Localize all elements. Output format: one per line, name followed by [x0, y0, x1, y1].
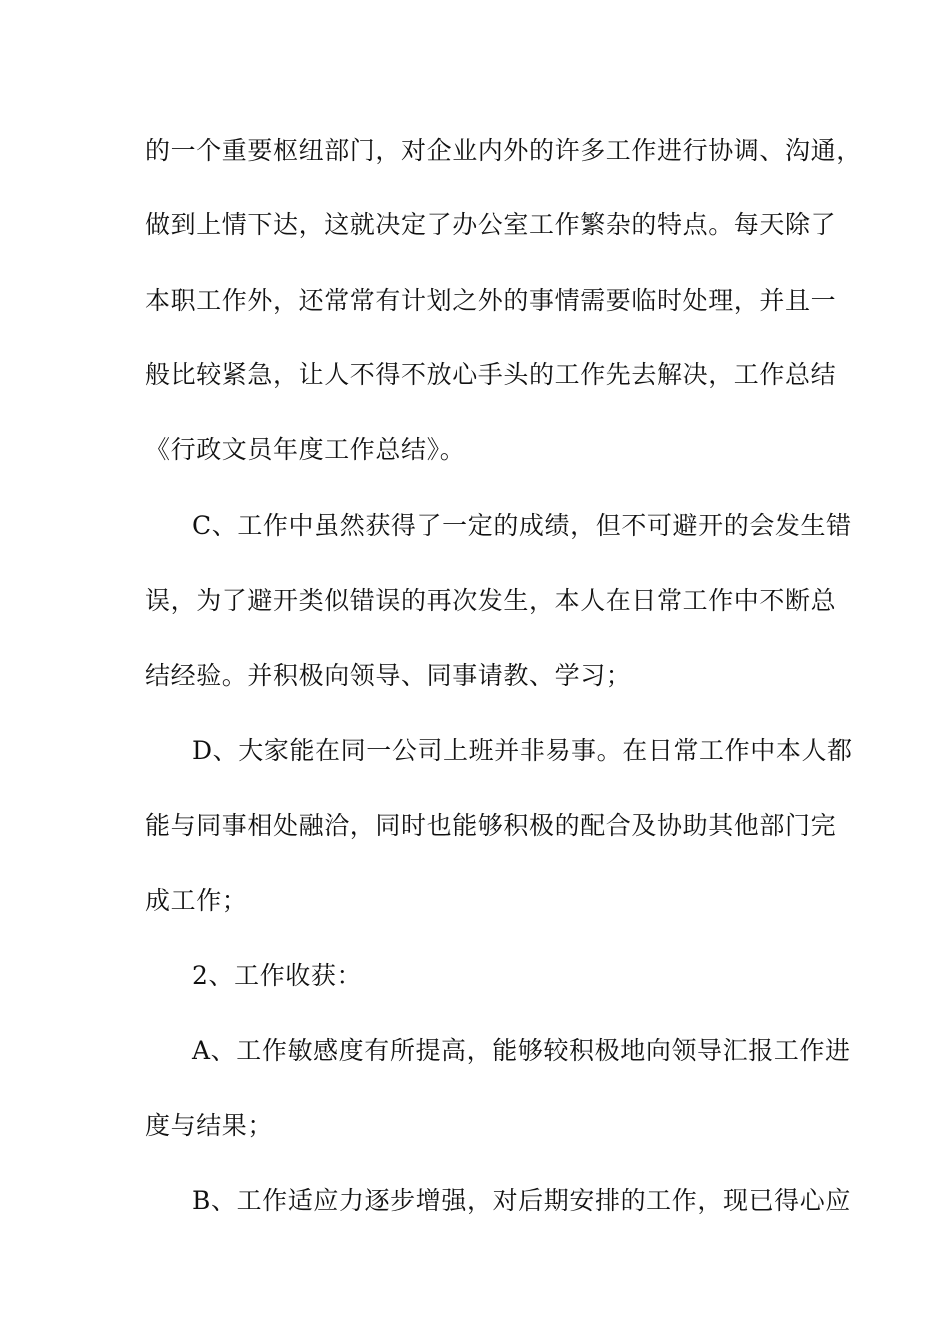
paragraph-d-line-1: D、大家能在同一公司上班并非易事。在日常工作中本人都	[192, 736, 853, 765]
paragraph-d-line-2: 能与同事相处融洽，同时也能够积极的配合及协助其他部门完	[145, 811, 837, 840]
text-line-4: 般比较紧急，让人不得不放心手头的工作先去解决，工作总结	[145, 360, 837, 389]
paragraph-a-line-1: A、工作敏感度有所提高，能够较积极地向领导汇报工作进	[192, 1036, 851, 1065]
paragraph-c-line-1: C、工作中虽然获得了一定的成绩，但不可避开的会发生错	[192, 511, 852, 540]
paragraph-c-line-3: 结经验。并积极向领导、同事请教、学习；	[145, 661, 632, 690]
text-line-1: 的一个重要枢纽部门，对企业内外的许多工作进行协调、沟通，	[145, 136, 862, 165]
paragraph-b-line-1: B、工作适应力逐步增强，对后期安排的工作，现已得心应	[192, 1186, 851, 1215]
section-heading-2: 2、工作收获：	[192, 961, 363, 990]
paragraph-a-line-2: 度与结果；	[145, 1111, 274, 1140]
paragraph-d-line-3: 成工作；	[145, 886, 248, 915]
paragraph-c-line-2: 误，为了避开类似错误的再次发生，本人在日常工作中不断总	[145, 586, 837, 615]
text-line-2: 做到上情下达，这就决定了办公室工作繁杂的特点。每天除了	[145, 210, 837, 239]
text-line-5: 《行政文员年度工作总结》。	[145, 435, 466, 464]
text-line-3: 本职工作外，还常常有计划之外的事情需要临时处理，并且一	[145, 286, 837, 315]
